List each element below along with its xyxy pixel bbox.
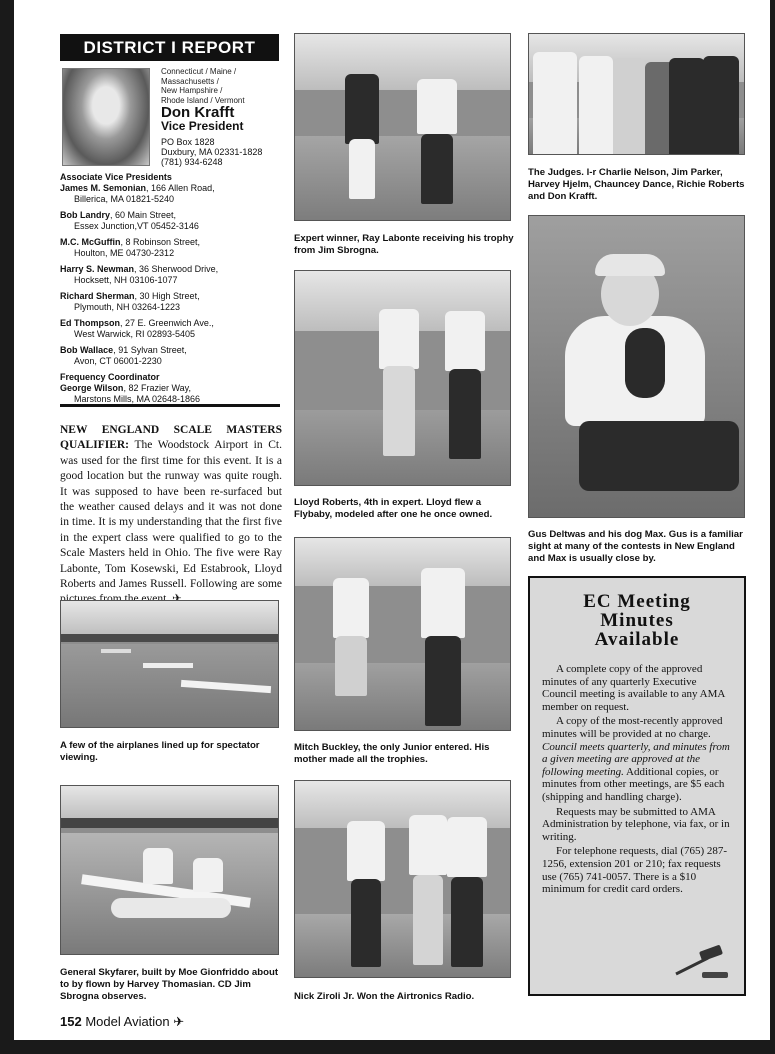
photo-nick-ziroli [294, 780, 511, 978]
ec-meeting-sidebar [528, 576, 746, 996]
caption-nick-ziroli: Nick Ziroli Jr. Won the Airtronics Radio. [294, 991, 475, 1002]
frequency-heading: Frequency Coordinator [60, 372, 160, 382]
state-line: Rhode Island / Vermont [161, 95, 245, 105]
associate-heading: Associate Vice Presidents [60, 172, 172, 182]
state-line: New Hampshire / [161, 86, 223, 95]
ec-paragraph: A complete copy of the approved minutes of any quarterly Executive Council meeting is available to any AMA member on request. [542, 663, 725, 713]
article-text [60, 423, 282, 608]
section-divider [60, 404, 280, 407]
magazine-page [14, 0, 770, 1040]
address-line: Duxbury, MA 02331-1828 [161, 147, 263, 157]
photo-skyfarer [60, 785, 279, 955]
magazine-name: Model Aviation [85, 1014, 170, 1029]
page-footer [60, 1014, 184, 1030]
page-number: 152 [60, 1014, 82, 1029]
article-body: The Woodstock Airport in Ct. was used for the first time for this event. It is a good location but the runway was quite rough. It was supposed to have been re-surfaced but the weather caused delays and it was not done in time. It is my understanding that the first five in the expert class were qualified to go to the Scale Masters held in Ohio. The five were Ray Labonte, Tom Kosewski, Ed Estabrook, Lloyd Roberts and James Russell. Following are some [60, 439, 282, 591]
caption-judges: The Judges. l-r Charlie Nelson, Jim Parker, Harvey Hjelm, Chauncey Dance, Richie Roberts and Don Krafft. [528, 167, 745, 202]
associate-entry: Harry S. Newman, 36 Sherwood Drive, Hocksett, NH 03106-1077 [60, 264, 219, 285]
vp-title: Vice President [161, 119, 244, 133]
state-line: Massachusetts / [161, 76, 219, 86]
ec-body [542, 663, 732, 896]
caption-gus-and-max: Gus Deltwas and his dog Max. Gus is a familiar sight at many of the contests in New England and Max is usually close by. [528, 529, 743, 564]
frequency-entry: George Wilson, 82 Frazier Way, Marstons Mills, MA 02648-1866 [60, 383, 201, 404]
associate-entry: Bob Wallace, 91 Sylvan Street, Avon, CT 06001-2230 [60, 345, 187, 366]
photo-airplanes [60, 600, 279, 728]
caption-lloyd-roberts: Lloyd Roberts, 4th in expert. Lloyd flew a Flybaby, modeled after one he once owned. [294, 497, 493, 520]
ec-paragraph: Requests may be submitted to AMA Administration by telephone, via fax, or in writing. [542, 805, 730, 843]
photo-lloyd-roberts [294, 270, 511, 486]
photo-mitch-buckley [294, 537, 511, 731]
associate-entry: Bob Landry, 60 Main Street, Essex Junction,VT 05452-3146 [60, 210, 199, 231]
address-line: PO Box 1828 [161, 137, 215, 147]
vp-address [161, 137, 262, 167]
state-line: Connecticut / Maine / [161, 67, 237, 76]
caption-mitch-buckley: Mitch Buckley, the only Junior entered. His mother made all the trophies. [294, 742, 490, 765]
associate-vp-list [60, 172, 282, 410]
district-states [161, 67, 281, 105]
vp-name: Don Krafft [161, 104, 235, 121]
photo-expert-winner [294, 33, 511, 221]
associate-entry: Ed Thompson, 27 E. Greenwich Ave., West Warwick, RI 02893-5405 [60, 318, 214, 339]
ec-title: EC Meeting Minutes Available [583, 591, 691, 650]
article-lead: NEW ENGLAND SCALE MASTERS QUALIFIER: [60, 424, 282, 452]
airplane-icon: ✈ [173, 1014, 185, 1029]
associate-entry: Richard Sherman, 30 High Street, Plymouth, NH 03264-1223 [60, 291, 200, 312]
ec-paragraph: A copy of the most-recently approved minutes will be provided at no charge. Council meets quarterly, and minutes from a given meeting are approved at the following meeting. Additional copies, or minutes from other meetings, are $5 each (shipping and handling charge). [542, 715, 730, 803]
photo-gus-and-max [528, 215, 745, 518]
address-phone: (781) 934-6248 [161, 157, 223, 167]
ec-paragraph: For telephone requests, dial (765) 287-1256, extension 201 or 210; fax requests use (765) 741-0057. There is a $10 minimum for credit card orders. [542, 845, 728, 896]
caption-airplanes: A few of the airplanes lined up for spectator viewing. [60, 740, 260, 763]
caption-skyfarer: General Skyfarer, built by Moe Gionfriddo about to by flown by Harvey Thomasian. CD Jim Sbrogna observes. [60, 967, 279, 1002]
vp-portrait-photo [62, 68, 150, 166]
photo-judges [528, 33, 745, 155]
caption-expert-winner: Expert winner, Ray Labonte receiving his trophy from Jim Sbrogna. [294, 233, 514, 256]
gavel-icon [670, 942, 730, 982]
section-header: DISTRICT I REPORT [60, 34, 279, 61]
associate-entry: James M. Semonian, 166 Allen Road, Billerica, MA 01821-5240 [60, 183, 215, 204]
associate-entry: M.C. McGuffin, 8 Robinson Street, Houlton, ME 04730-2312 [60, 237, 201, 258]
